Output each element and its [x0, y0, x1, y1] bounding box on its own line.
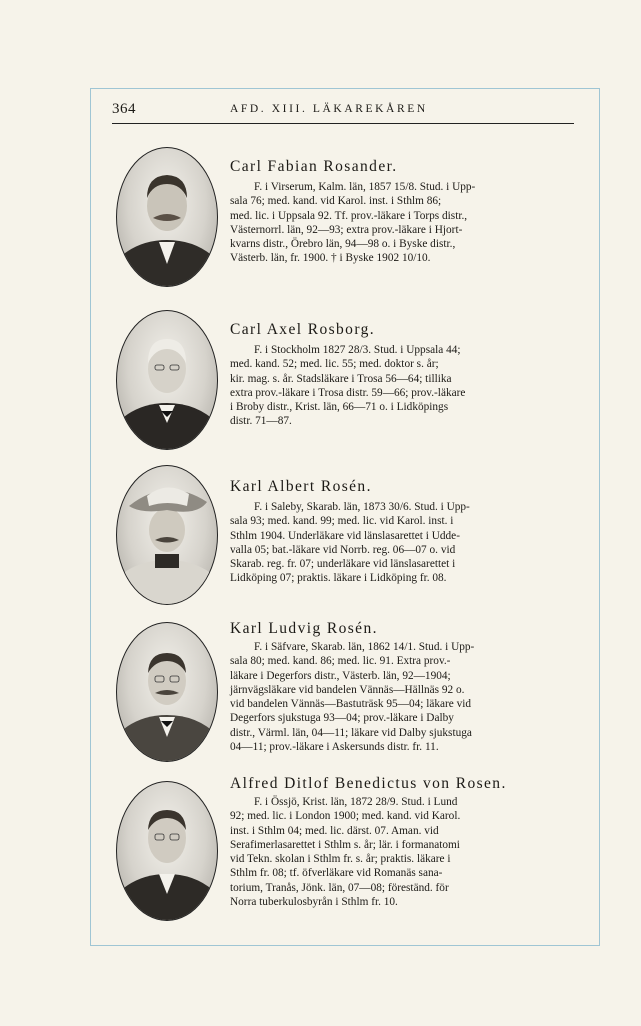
bio-line: vid bandelen Vännäs—Bastuträsk 95—04; läkare vid [230, 698, 472, 711]
bio-line: järnvägsläkare vid bandelen Vännäs—Hällnäs 92 o. [230, 683, 465, 696]
biography-entry [112, 622, 582, 762]
biography-entry [112, 775, 582, 921]
bio-line: distr. 71—87. [230, 415, 292, 428]
biography-entry [112, 310, 582, 450]
bio-line: inst. i Sthlm 04; med. lic. därst. 07. Aman. vid [230, 824, 439, 837]
person-name: Alfred Ditlof Benedictus von Rosen. [230, 775, 507, 792]
biography-entry [112, 465, 582, 605]
bio-line: kir. mag. s. år. Stadsläkare i Trosa 56—64; tillika [230, 372, 452, 385]
bio-line: Norra tuberkulosbyrån i Sthlm fr. 10. [230, 896, 398, 909]
bio-line: F. i Össjö, Krist. län, 1872 28/9. Stud. i Lund [254, 796, 458, 808]
bio-line: Degerfors sjukstuga 93—04; prov.-läkare i Dalby [230, 712, 454, 725]
bio-line: F. i Säfvare, Skarab. län, 1862 14/1. Stud. i Upp- [254, 641, 475, 653]
bio-line: läkare i Degerfors distr., Västerb. län, 92—1904; [230, 669, 451, 682]
person-name: Karl Ludvig Rosén. [230, 620, 378, 637]
bio-line: F. i Stockholm 1827 28/3. Stud. i Uppsala 44; [254, 344, 461, 356]
page-header [112, 101, 574, 124]
bio-line: F. i Virserum, Kalm. län, 1857 15/8. Stud. i Upp- [254, 181, 476, 193]
bio-line: vid Tekn. skolan i Sthlm fr. s. år; praktis. läkare i [230, 853, 451, 866]
biography-text [230, 640, 574, 754]
bio-line: Serafimerlasarettet i Sthlm s. år; lär. i formanatomi [230, 838, 460, 851]
bio-line: med. kand. 52; med. lic. 55; med. doktor s. år; [230, 358, 439, 371]
bio-line: valla 05; bat.-läkare vid Norrb. reg. 06—07 o. vid [230, 543, 456, 556]
bio-line: kvarns distr., Örebro län, 94—98 o. i Byske distr., [230, 238, 456, 251]
portrait-photo [116, 781, 218, 921]
person-name: Carl Fabian Rosander. [230, 158, 398, 175]
page-number: 364 [112, 101, 136, 117]
biography-entry [112, 147, 582, 287]
person-name: Carl Axel Rosborg. [230, 321, 376, 338]
bio-line: sala 93; med. kand. 99; med. lic. vid Karol. inst. i [230, 515, 454, 528]
biography-text [230, 343, 574, 429]
bio-line: Västerb. län, fr. 1900. † i Byske 1902 10/10. [230, 252, 431, 265]
bio-line: med. lic. i Uppsala 92. Tf. prov.-läkare i Torps distr., [230, 209, 468, 222]
portrait-photo [116, 310, 218, 450]
bio-line: Sthlm fr. 08; tf. öfverläkare vid Romanäs sana- [230, 867, 443, 880]
bio-line: Västernorrl. län, 92—93; extra prov.-läkare i Hjort- [230, 223, 463, 236]
biography-text [230, 500, 574, 586]
bio-line: Lidköping 07; praktis. läkare i Lidköping fr. 08. [230, 572, 447, 585]
bio-line: distr., Värml. län, 04—11; läkare vid Dalby sjukstuga [230, 726, 472, 739]
bio-line: torium, Tranås, Jönk. län, 07—08; föreständ. för [230, 881, 449, 894]
bio-line: i Broby distr., Krist. län, 66—71 o. i Lidköpings [230, 401, 449, 414]
portrait-photo [116, 622, 218, 762]
running-head: AFD. XIII. LÄKAREKÅREN [230, 103, 428, 115]
bio-line: Skarab. reg. fr. 07; underläkare vid länslasarettet i [230, 558, 456, 571]
person-name: Karl Albert Rosén. [230, 478, 372, 495]
portrait-photo [116, 465, 218, 605]
bio-line: sala 76; med. kand. vid Karol. inst. i Sthlm 86; [230, 195, 442, 208]
bio-line: 04—11; prov.-läkare i Askersunds distr. fr. 11. [230, 741, 439, 754]
portrait-photo [116, 147, 218, 287]
biography-text [230, 180, 574, 266]
bio-line: F. i Saleby, Skarab. län, 1873 30/6. Stud. i Upp- [254, 501, 470, 513]
biography-text [230, 795, 574, 909]
bio-line: sala 80; med. kand. 86; med. lic. 91. Extra prov.- [230, 655, 451, 668]
bio-line: Sthlm 1904. Underläkare vid länslasarettet i Udde- [230, 529, 460, 542]
bio-line: 92; med. lic. i London 1900; med. kand. vid Karol. [230, 810, 461, 823]
bio-line: extra prov.-läkare i Trosa distr. 59—66; prov.-läkare [230, 386, 466, 399]
